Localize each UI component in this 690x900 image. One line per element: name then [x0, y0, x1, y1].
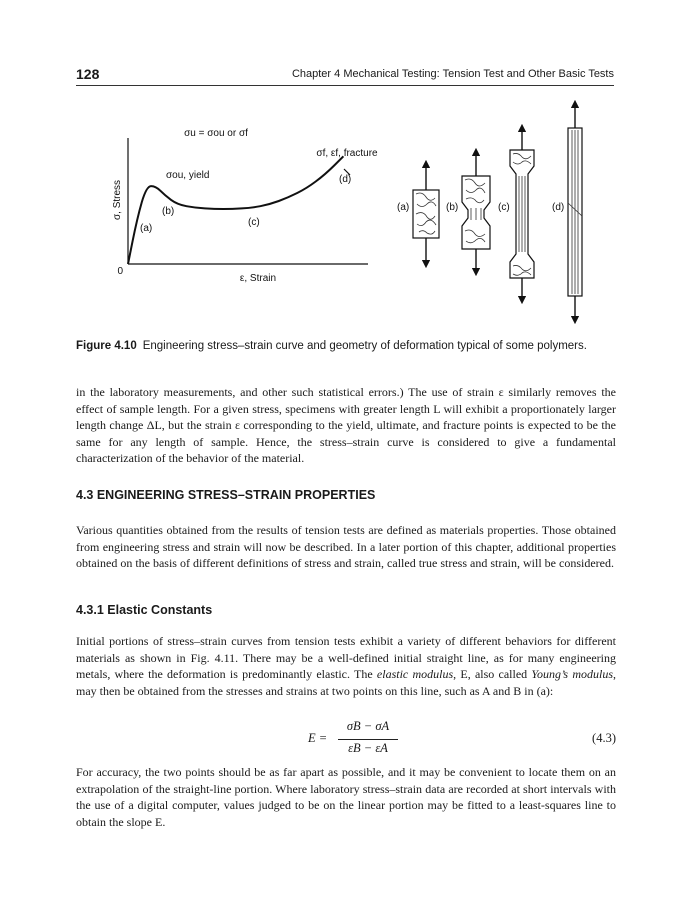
equation-denominator: εB − εA [348, 741, 388, 755]
page-number: 128 [76, 66, 100, 82]
para-part-c: , may then be obtained from the stresses and strains at two points on this line, such as A and B in (a): [76, 667, 616, 698]
fraction-bar [338, 739, 398, 740]
stress-strain-curve [128, 156, 343, 264]
subsection-paragraph [76, 633, 616, 699]
figure-label: Figure 4.10 [76, 340, 137, 352]
specimen-label-d: (d) [552, 202, 565, 213]
x-axis-label: ε, Strain [239, 273, 277, 284]
specimen-diagrams [397, 104, 582, 320]
annotation-ultimate: σu = σou or σf [184, 128, 248, 139]
annotation-point-d: (d) [339, 174, 352, 185]
para-part-a: Initial portions of stress–strain curves from tension tests exhibit a variety of different behaviors for different materials as shown in Fig. 4.11. There may be a well-defined initial straight line, as for many engineering metals, where the deformation is predominantly elastic. The [76, 634, 616, 682]
specimen-c [498, 128, 534, 300]
specimen-label-a: (a) [397, 202, 410, 213]
para-part-b: , E, also called [453, 667, 532, 682]
stress-strain-chart [112, 128, 378, 284]
origin-label: 0 [117, 266, 123, 277]
running-title: Chapter 4 Mechanical Testing: Tension Test and Other Basic Tests [291, 68, 614, 80]
page-header [76, 66, 614, 86]
equation-4-3 [76, 719, 616, 759]
equation-number: (4.3) [592, 731, 616, 745]
term-youngs-modulus: Young’s modulus [531, 667, 613, 682]
figure-canvas [76, 98, 616, 328]
section-paragraph: Various quantities obtained from the results of tension tests are defined as materials properties. Those obtained from engineering stress and strain will now be described. In a later portion of this chapter, additional properties obtained on the basis of different definitions of stress and strain, called true stress and strain, will be considered. [76, 523, 616, 571]
subsection-heading: 4.3.1 Elastic Constants [76, 603, 213, 617]
specimen-a [397, 164, 439, 264]
figure-4-10 [76, 98, 616, 328]
specimen-label-b: (b) [446, 202, 459, 213]
paragraph-1: in the laboratory measurements, and other such statistical errors.) The use of strain ε similarly removes the effect of sample length. For a given stress, specimens with greater length L will exhibit a proportionately larger length change ΔL, but the strain ε corresponding to the yield, ultimate, and fracture points is expected to be the same for any length of sample. Hence, the stress–strain curve is considered to give a fundamental characterization of the behavior of the material. [76, 385, 616, 466]
figure-caption-text: Engineering stress–strain curve and geometry of deformation typical of some polymers. [142, 340, 587, 352]
annotation-yield: σou, yield [166, 170, 210, 181]
annotation-point-b: (b) [162, 206, 175, 217]
header-rule [76, 85, 614, 86]
figure-caption [76, 339, 616, 354]
annotation-point-a: (a) [140, 223, 153, 234]
equation-lhs: E = [308, 731, 328, 745]
section-heading: 4.3 ENGINEERING STRESS–STRAIN PROPERTIES [76, 488, 376, 502]
specimen-b [446, 152, 490, 272]
annotation-point-c: (c) [248, 217, 260, 228]
y-axis-label: σ, Stress [112, 179, 123, 221]
equation-numerator: σB − σA [346, 719, 390, 733]
paragraph-last: For accuracy, the two points should be as far apart as possible, and it may be convenient to locate them on an extrapolation of the straight-line portion. Where laboratory stress–strain data are recorded at short intervals with the use of a digital computer, values judged to be on the linear portion may be fitted to a least-squares line to obtain the slope E. [76, 765, 616, 829]
specimen-label-c: (c) [498, 202, 510, 213]
term-elastic-modulus: elastic modulus [376, 667, 454, 682]
annotation-fracture: σf, εf, fracture [316, 148, 378, 159]
specimen-d [552, 104, 582, 320]
